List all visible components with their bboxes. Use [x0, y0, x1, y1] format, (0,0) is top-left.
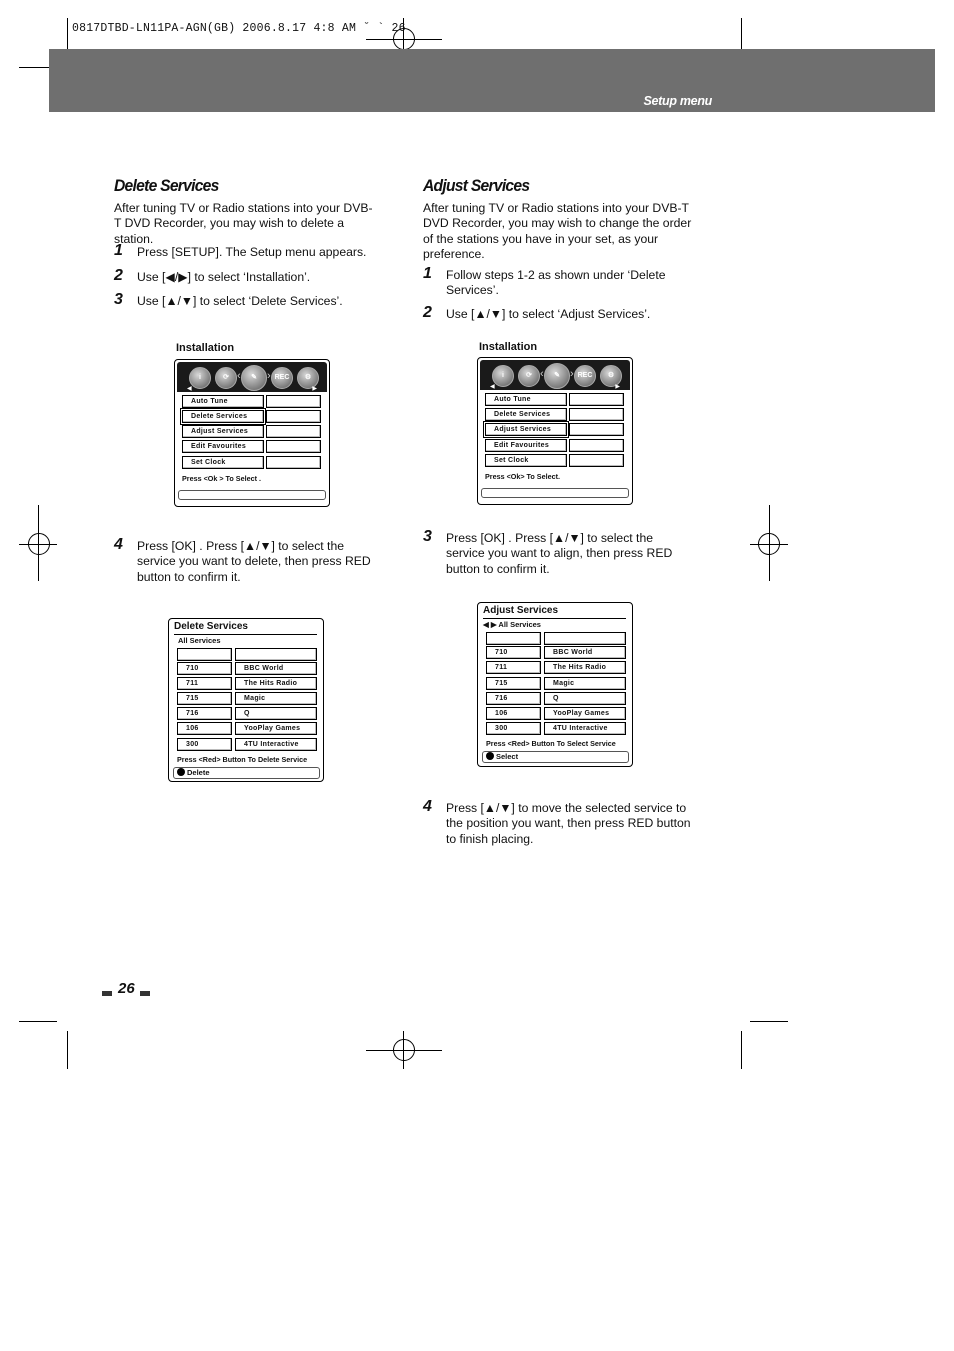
tools-icon: ✎ — [544, 363, 570, 389]
screen-caption: Installation — [479, 341, 538, 353]
menu-value — [569, 423, 624, 436]
menu-value — [569, 454, 624, 467]
heading-adjust-services: Adjust Services — [423, 176, 530, 195]
step-text: Press [▲/▼] to move the selected service to the position you want, then press RED button to finish placing. — [446, 801, 691, 846]
intro-delete: After tuning TV or Radio stations into your DVB-T DVD Recorder, you may wish to delete a station. — [114, 201, 373, 246]
settings-icon: ⚙ — [297, 367, 319, 389]
step-text: Press [OK] . Press [▲/▼] to select the service you want to delete, then press RED button to confirm it. — [137, 539, 371, 584]
menu-item-auto-tune[interactable]: Auto Tune — [485, 393, 567, 406]
service-number: 716 — [486, 692, 541, 705]
info-icon: i — [189, 367, 211, 389]
crop-mark — [403, 1031, 404, 1069]
status-bar — [481, 488, 629, 498]
step-text: Use [▲/▼] to select ‘Delete Services’. — [137, 294, 343, 308]
step-number: 4 — [423, 798, 432, 815]
service-name: Magic — [544, 677, 626, 690]
settings-icon: ⚙ — [600, 365, 622, 387]
red-button-icon — [177, 768, 185, 776]
print-slug: 0817DTBD-LN11PA-AGN(GB) 2006.8.17 4:8 AM ˘ ` 26 — [72, 22, 406, 35]
step-text: Use [◀/▶] to select ‘Installation’. — [137, 270, 311, 284]
menu-icon-bar — [480, 360, 630, 390]
action-bar[interactable] — [173, 767, 320, 779]
crop-mark — [67, 1031, 68, 1069]
header-cell — [544, 632, 626, 645]
chevron-right-icon: › — [570, 368, 574, 380]
screen-hint: Press <Red> Button To Select Service — [486, 739, 616, 748]
service-number: 300 — [177, 738, 232, 751]
menu-value — [266, 456, 321, 469]
action-label: Select — [496, 752, 519, 761]
step-number: 1 — [423, 265, 432, 282]
service-number: 710 — [177, 662, 232, 675]
menu-value — [266, 410, 321, 423]
service-name: 4TU Interactive — [544, 722, 626, 735]
service-number: 106 — [486, 707, 541, 720]
arrow-left-icon: ◀ — [490, 384, 495, 390]
delete-services-screen — [168, 618, 324, 782]
step-text: Press [SETUP]. The Setup menu appears. — [137, 245, 367, 259]
menu-item-adjust-services[interactable]: Adjust Services — [182, 425, 264, 438]
menu-value — [266, 395, 321, 408]
service-name: The Hits Radio — [544, 661, 626, 674]
menu-item-adjust-services[interactable]: Adjust Services — [485, 423, 567, 436]
menu-item-delete-services[interactable]: Delete Services — [485, 408, 567, 421]
refresh-icon: ⟳ — [518, 365, 540, 387]
menu-item-set-clock[interactable]: Set Clock — [485, 454, 567, 467]
step-text: Follow steps 1-2 as shown under ‘Delete Services’. — [446, 268, 666, 298]
page-number: 26 — [118, 980, 135, 997]
crop-mark — [741, 1031, 742, 1069]
menu-item-edit-favourites[interactable]: Edit Favourites — [485, 439, 567, 452]
menu-icon-bar — [177, 362, 327, 392]
header-cell — [235, 648, 317, 661]
crop-mark — [769, 505, 770, 581]
service-name: The Hits Radio — [235, 677, 317, 690]
menu-item-edit-favourites[interactable]: Edit Favourites — [182, 440, 264, 453]
service-name: BBC World — [544, 646, 626, 659]
page-number-mark — [140, 991, 150, 996]
menu-item-delete-services[interactable]: Delete Services — [182, 410, 264, 423]
divider — [174, 634, 317, 635]
menu-item-auto-tune[interactable]: Auto Tune — [182, 395, 264, 408]
service-name: Q — [235, 707, 317, 720]
crop-mark — [38, 505, 39, 581]
divider — [483, 618, 626, 619]
service-number: 106 — [177, 722, 232, 735]
red-button-icon — [486, 752, 494, 760]
installation-menu-screen — [477, 357, 633, 505]
action-bar[interactable] — [482, 751, 629, 763]
header-cell — [486, 632, 541, 645]
service-name: YooPlay Games — [544, 707, 626, 720]
crop-mark — [19, 1021, 57, 1022]
step-number: 1 — [114, 242, 123, 259]
screen-hint: Press <Red> Button To Delete Service — [177, 755, 308, 764]
service-name: 4TU Interactive — [235, 738, 317, 751]
screen-title: Adjust Services — [483, 605, 559, 616]
service-list-filter: ◀ ▶ All Services — [483, 620, 541, 629]
header-band — [49, 49, 935, 112]
screen-caption: Installation — [176, 342, 235, 354]
arrow-right-icon: ▶ — [312, 386, 317, 392]
step-number: 3 — [423, 528, 432, 545]
menu-hint: Press <Ok > To Select . — [182, 474, 261, 483]
service-name: Q — [544, 692, 626, 705]
service-number: 716 — [177, 707, 232, 720]
service-number: 711 — [486, 661, 541, 674]
crop-mark — [750, 1021, 788, 1022]
info-icon: i — [492, 365, 514, 387]
step-text: Use [▲/▼] to select ‘Adjust Services’. — [446, 307, 651, 321]
service-name: Magic — [235, 692, 317, 705]
menu-value — [266, 425, 321, 438]
step-number: 2 — [423, 304, 432, 321]
menu-item-set-clock[interactable]: Set Clock — [182, 456, 264, 469]
service-name: BBC World — [235, 662, 317, 675]
step-number: 3 — [114, 291, 123, 308]
step-number: 2 — [114, 267, 123, 284]
screen-title: Delete Services — [174, 621, 248, 632]
menu-value — [569, 408, 624, 421]
chevron-left-icon: ‹ — [540, 368, 544, 380]
chevron-right-icon: › — [267, 370, 271, 382]
chevron-left-icon: ‹ — [237, 370, 241, 382]
action-label: Delete — [187, 768, 210, 777]
header-cell — [177, 648, 232, 661]
menu-value — [569, 439, 624, 452]
service-number: 710 — [486, 646, 541, 659]
rec-icon: REC — [574, 365, 596, 387]
adjust-services-screen — [477, 602, 633, 767]
service-number: 715 — [486, 677, 541, 690]
refresh-icon: ⟳ — [215, 367, 237, 389]
page-number-mark — [102, 991, 112, 996]
intro-adjust: After tuning TV or Radio stations into your DVB-T DVD Recorder, you may wish to change the order of the stations you have in your set, as your preference. — [423, 201, 692, 262]
menu-value — [266, 440, 321, 453]
arrow-left-icon: ◀ — [187, 386, 192, 392]
step-number: 4 — [114, 536, 123, 553]
menu-hint: Press <Ok> To Select. — [485, 472, 560, 481]
tools-icon: ✎ — [241, 365, 267, 391]
step-text: Press [OK] . Press [▲/▼] to select the service you want to align, then press RED button to confirm it. — [446, 531, 673, 576]
heading-delete-services: Delete Services — [114, 176, 219, 195]
menu-value — [569, 393, 624, 406]
crop-mark — [366, 1050, 442, 1051]
arrow-right-icon: ▶ — [615, 384, 620, 390]
crop-mark — [366, 39, 442, 40]
service-name: YooPlay Games — [235, 722, 317, 735]
service-number: 300 — [486, 722, 541, 735]
section-title: Setup menu — [643, 94, 712, 108]
installation-menu-screen — [174, 359, 330, 507]
status-bar — [178, 490, 326, 500]
service-list-filter: All Services — [178, 636, 221, 645]
service-number: 711 — [177, 677, 232, 690]
rec-icon: REC — [271, 367, 293, 389]
service-number: 715 — [177, 692, 232, 705]
